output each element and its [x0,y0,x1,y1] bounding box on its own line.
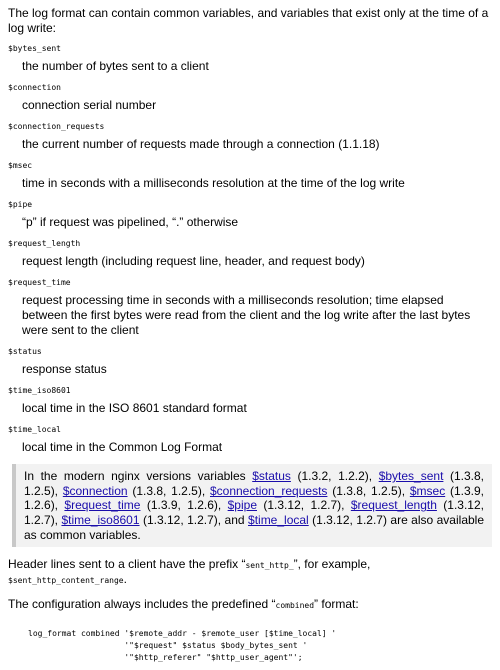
note-version: (1.3.12, 1.2.7), and [139,512,249,527]
variable-name: $connection_requests [8,122,105,131]
header-example: $sent_http_content_range [8,576,124,586]
headers-paragraph [8,557,492,587]
headers-text: ”, for example, [293,557,371,572]
config-paragraph [8,597,492,612]
note-version: (1.3.8, 1.2.5), [327,483,410,498]
note-version: (1.3.8, 1.2.5), [127,483,210,498]
headers-text: . [123,572,127,587]
note-intro: In the modern nginx versions variables [24,469,253,483]
variable-name: $request_time [8,278,71,287]
link-pipe[interactable]: $pipe [227,498,257,513]
note-version: (1.3.9, 1.2.6), [24,483,485,513]
link-time-iso8601[interactable]: $time_iso8601 [61,512,140,527]
variable-description: time in seconds with a milliseconds resolution at the time of the log write [22,176,405,190]
config-text: The configuration always includes the predefined “ [8,597,276,612]
variable-description: the number of bytes sent to a client [22,59,209,73]
variable-description: local time in the Common Log Format [22,440,223,454]
note-version: (1.3.9, 1.2.6), [140,498,228,513]
variable-description: request length (including request line, header, and request body) [22,254,365,268]
link-connection[interactable]: $connection [62,483,128,498]
variable-name: $status [8,347,42,356]
variable-description: “p” if request was pipelined, “.” otherwise [22,215,239,229]
link-connection-requests[interactable]: $connection_requests [209,483,328,498]
variable-description: connection serial number [22,98,157,112]
note-version: (1.3.2, 1.2.2), [290,469,379,483]
config-text: ” format: [314,597,359,612]
headers-text: Header lines sent to a client have the prefix “ [8,557,246,572]
link-request-length[interactable]: $request_length [350,498,437,513]
variable-description: request processing time in seconds with a milliseconds resolution; time elapsed between the first bytes were read from the client and the log write after the last bytes were sent to the client [22,293,471,337]
variable-list [8,44,492,455]
link-request-time[interactable]: $request_time [64,498,141,513]
link-status[interactable]: $status [252,469,291,483]
variable-name: $pipe [8,200,33,209]
intro-text: The log format can contain common variables, and variables that exist only at the time of a log write: [8,6,489,35]
note-version: (1.3.12, 1.2.7), [257,498,351,513]
variable-name: $request_length [8,239,81,248]
format-name: combined [275,601,315,611]
version-note [12,464,492,547]
note-version: (1.3.8, 1.2.5), [24,469,484,498]
variable-name: $time_iso8601 [8,386,71,395]
variable-name: $bytes_sent [8,44,61,53]
link-time-local[interactable]: $time_local [248,512,309,527]
variable-description: local time in the ISO 8601 standard format [22,401,247,415]
header-prefix: sent_http_ [245,561,294,571]
variable-description: the current number of requests made through a connection (1.1.18) [22,137,380,151]
note-version: (1.3.12, 1.2.7) are also available as common variables. [24,512,484,542]
link-bytes-sent[interactable]: $bytes_sent [378,469,444,483]
variable-name: $msec [8,161,33,170]
variable-name: $time_local [8,425,61,434]
code-block: log_format combined '$remote_addr - $remote_user [$time_local] ' '"$request" $status $body_bytes_sent ' '"$http_referer" "$http_user_agent"'; [28,629,337,663]
variable-description: response status [22,362,107,376]
link-msec[interactable]: $msec [409,483,446,498]
variable-name: $connection [8,83,61,92]
note-version: (1.3.12, 1.2.7), [24,498,484,527]
